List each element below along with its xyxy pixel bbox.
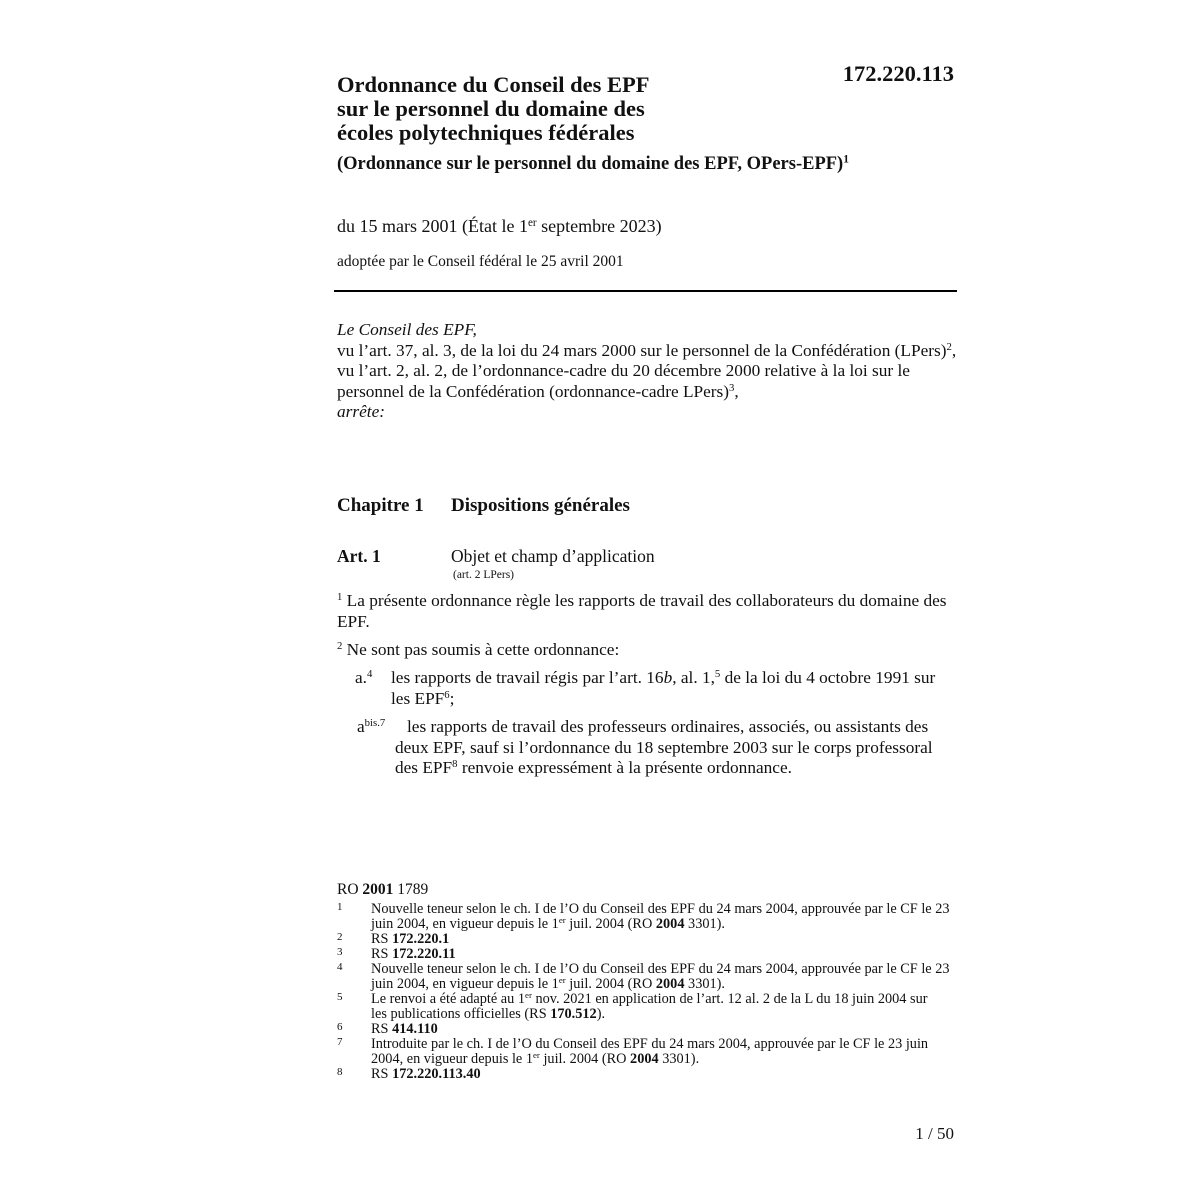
title-line: écoles polytechniques fédérales: [337, 120, 635, 145]
chapter-title: Dispositions générales: [451, 495, 630, 516]
footnote: 4 Nouvelle teneur selon le ch. I de l’O du Conseil des EPF du 24 mars 2004, approuvée par le CF le 23 juin 2004, en vigueur depuis le 1er juil. 2004 (RO 2004 3301).: [337, 961, 950, 992]
footnote-ref[interactable]: 8: [452, 758, 458, 771]
footnote-ref[interactable]: 3: [729, 381, 735, 394]
preamble-authority: Le Conseil des EPF,: [337, 320, 477, 339]
list-item-text: les rapports de travail régis par l’art. 16b, al. 1,$^5$ de la loi du 4 octobre 1991 sur les EPF$^6$;: [391, 668, 936, 708]
header-divider: [334, 290, 957, 292]
article-paragraph-1: $^1$ La présente ordonnance règle les rapports de travail des collaborateurs du domaine des EPF.: [337, 591, 947, 631]
footnote: 8 RS 172.220.113.40: [337, 1066, 481, 1082]
footnote-ref[interactable]: 5: [714, 668, 721, 681]
chapter-heading: [337, 495, 630, 517]
footnote: 6 RS 414.110: [337, 1021, 438, 1037]
footnote-ref[interactable]: 1: [843, 153, 849, 166]
list-item-text: les rapports de travail des professeurs ordinaires, associés, ou assistants des deux EPF, sauf si l’ordonnance du 18 septembre 2003 sur le corps professoral des EPF$^8$ renvoie expressément à la présente ordonnance.: [395, 717, 933, 777]
article-paragraph-2: $^2$ Ne sont pas soumis à cette ordonnance:: [337, 640, 620, 659]
footnote: 7 Introduite par le ch. I de l’O du Conseil des EPF du 24 mars 2004, approuvée par le CF le 23 juin 2004, en vigueur depuis le 1er juil. 2004 (RO 2004 3301).: [337, 1036, 929, 1067]
footnote-ref[interactable]: 6: [444, 688, 450, 701]
footnote-ref[interactable]: 2: [946, 340, 952, 353]
footnotes: [337, 902, 962, 1082]
title-line: sur le personnel du domaine des: [337, 96, 645, 121]
adoption-note: adoptée par le Conseil fédéral le 25 avril 2001: [337, 253, 624, 270]
short-title: (Ordonnance sur le personnel du domaine des EPF, OPers-EPF)$^1$: [337, 153, 849, 174]
footnote: 5 Le renvoi a été adapté au 1er nov. 2021 en application de l’art. 12 al. 2 de la L du 18 juin 2004 sur les publications officielles (RS 170.512).: [337, 990, 928, 1022]
footnote: 2 RS 172.220.1: [337, 931, 450, 947]
page-number: 1 / 50: [915, 1124, 954, 1143]
official-source: RO 2001 1789: [337, 881, 429, 898]
chapter-label: Chapitre 1: [337, 495, 424, 516]
preamble-decree: arrête:: [337, 402, 385, 421]
document-date: du 15 mars 2001 (État le 1er septembre 2023): [337, 216, 662, 236]
preamble-legal-basis: vu l’art. 37, al. 3, de la loi du 24 mars 2000 sur le personnel de la Confédération (LPers)$^2$,: [337, 340, 957, 360]
footnote: 3 RS 172.220.11: [337, 946, 456, 962]
article-title: Objet et champ d’application: [451, 546, 655, 566]
article-reference: (art. 2 LPers): [453, 569, 514, 581]
article-label: Art. 1: [337, 546, 381, 566]
preamble-legal-basis: vu l’art. 2, al. 2, de l’ordonnance-cadre du 20 décembre 2000 relative à la loi sur le personnel de la Confédération (ordonnance-cadre LPers)$^3$,: [337, 361, 910, 401]
title-line: Ordonnance du Conseil des EPF: [337, 72, 650, 97]
list-item-label: $a^{bis.7}$: [357, 717, 386, 736]
footnote: 1 Nouvelle teneur selon le ch. I de l’O du Conseil des EPF du 24 mars 2004, approuvée par le CF le 23 juin 2004, en vigueur depuis le 1er juil. 2004 (RO 2004 3301).: [337, 901, 950, 932]
document-number: 172.220.113: [842, 61, 954, 86]
list-item-label: a.$^4$: [355, 668, 373, 687]
preamble: [337, 320, 957, 423]
document-title: [337, 73, 757, 145]
